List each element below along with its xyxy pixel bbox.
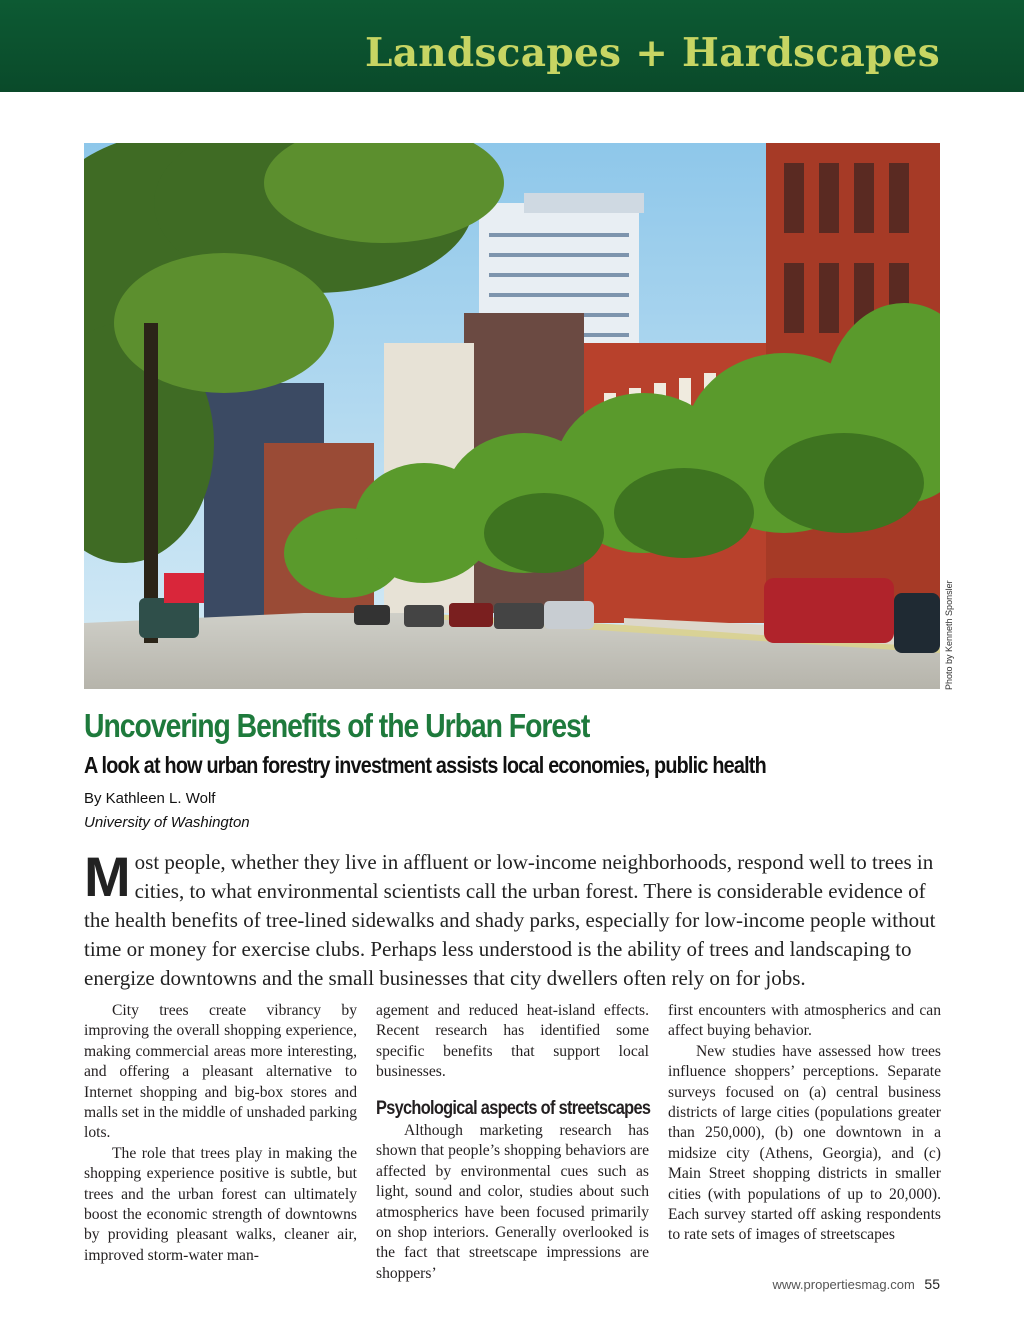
lead-line: energize downtowns and the small businesses that city dwellers often rely on for jobs. xyxy=(84,966,806,990)
article-headline: Uncovering Benefits of the Urban Forest xyxy=(84,707,590,744)
article-subhead: A look at how urban forestry investment assists local economies, public health xyxy=(84,752,766,778)
body-paragraph: first encounters with atmospherics and can affect buying behavior. xyxy=(668,1002,941,1040)
author-byline: By Kathleen L. Wolf xyxy=(84,790,216,807)
page-number: 55 xyxy=(924,1276,940,1292)
lead-paragraph xyxy=(84,845,941,993)
author-affiliation: University of Washington xyxy=(84,814,250,831)
lead-line: time or money for exercise clubs. Perhaps less understood is the ability of trees and landscaping to xyxy=(84,937,912,961)
street-photo xyxy=(84,143,940,689)
photo-credit: Photo by Kenneth Sponsler xyxy=(944,580,954,690)
lead-line: the health benefits of tree-lined sidewalks and shady parks, especially for low-income people without xyxy=(84,908,936,932)
page-footer xyxy=(772,1276,940,1292)
body-paragraph: New studies have assessed how trees influence shoppers’ perceptions. Separate surveys focused on (a) central business districts of large cities (populations greater than 250,000), (b) one downtown in a midsize city (Athens, Georgia), and (c) Main Street shopping districts in smaller cities (with populations of up to 20,000). Each survey started off asking respondents to rate sets of images of streetscapes xyxy=(668,1042,941,1244)
body-column-1 xyxy=(84,1001,357,1266)
lead-line: cities, to what environmental scientists call the urban forest. There is considerable evidence of xyxy=(134,879,926,903)
lead-line: ost people, whether they live in affluent or low-income neighborhoods, respond well to trees in xyxy=(134,850,934,874)
body-paragraph: The role that trees play in making the shopping experience positive is subtle, but trees and the urban forest can ultimately boost the economic strength of downtowns by providing pleasant walks, cleaner air, improved storm-water man- xyxy=(84,1144,357,1264)
body-paragraph: Although marketing research has shown that people’s shopping behaviors are affected by environmental cues such as light, sound and color, studies about such atmospherics have been focused primarily on shop interiors. Generally overlooked is the fact that streetscape impressions are shoppers’ xyxy=(376,1122,649,1282)
body-paragraph: agement and reduced heat-island effects. Recent research has identified some specific benefits that support local businesses. xyxy=(376,1002,649,1081)
section-header-band xyxy=(0,0,1024,92)
section-heading: Psychological aspects of streetscapes xyxy=(376,1097,651,1119)
body-paragraph: City trees create vibrancy by improving the overall shopping experience, making commercial areas more interesting, and offering a pleasant alternative to Internet shopping and big-box stores and malls set in the middle of unshaded parking lots. xyxy=(84,1002,357,1142)
body-column-3 xyxy=(668,1001,941,1246)
section-title: Landscapes + Hardscapes xyxy=(364,30,940,76)
website-link[interactable]: www.propertiesmag.com xyxy=(772,1277,915,1292)
drop-cap: M xyxy=(84,845,131,908)
body-column-2 xyxy=(376,1001,649,1284)
